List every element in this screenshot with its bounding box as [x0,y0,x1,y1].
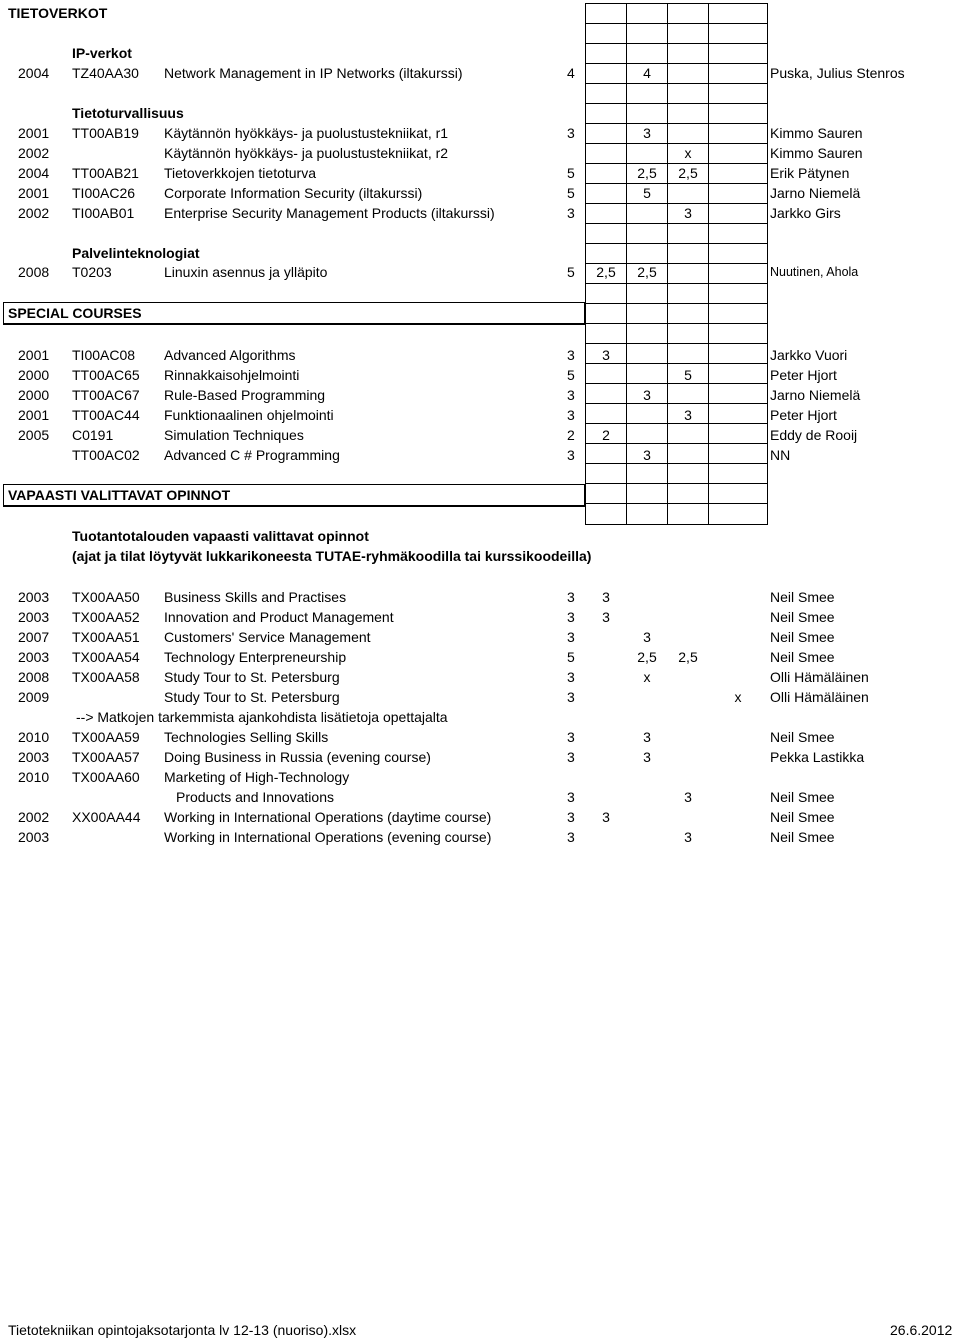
grid-hline [585,183,768,184]
course-year: 2003 [18,829,50,845]
course-teacher: Pekka Lastikka [770,749,865,765]
grid-vline [767,3,768,525]
special-courses-box [3,302,586,325]
grid-hline [585,283,768,284]
period-p3-cell: 3 [684,789,692,805]
period-p2-cell: x [643,669,651,685]
course-name: Innovation and Product Management [164,609,394,625]
course-year: 2005 [18,427,50,443]
period-p2-cell: 3 [643,387,651,403]
course-code: TX00AA54 [72,649,140,665]
course-code: T0203 [72,264,112,280]
course-name: Corporate Information Security (iltakurssi) [164,185,423,201]
period-p1-cell: 2 [602,427,610,443]
course-code: TI00AC08 [72,347,136,363]
grid-hline [585,3,768,4]
course-name: Study Tour to St. Petersburg [164,689,340,705]
course-year: 2000 [18,387,50,403]
period-p2-cell: 5 [643,185,651,201]
course-teacher: Jarkko Vuori [770,347,848,363]
vapaasti-heading: Tuotantotalouden vapaasti valittavat opinnot [72,528,369,544]
course-teacher: Olli Hämäläinen [770,689,869,705]
course-teacher: Jarno Niemelä [770,387,861,403]
course-year: 2003 [18,749,50,765]
section-heading: Palvelinteknologiat [72,245,200,261]
grid-vline [667,3,668,525]
course-year: 2003 [18,649,50,665]
period-p1-cell: 3 [602,609,610,625]
course-credits: 4 [567,65,575,81]
course-credits: 3 [567,609,575,625]
grid-hline [585,143,768,144]
period-p3-cell: 3 [684,205,692,221]
course-teacher: Neil Smee [770,789,835,805]
period-p2-cell: 2,5 [637,264,657,280]
course-year: 2004 [18,65,50,81]
period-p1-cell: 3 [602,347,610,363]
course-code: TT00AB21 [72,165,139,181]
course-year: 2001 [18,407,50,423]
course-teacher: Jarkko Girs [770,205,841,221]
course-credits: 3 [567,589,575,605]
grid-hline [585,403,768,404]
course-teacher: NN [770,447,791,463]
period-p2-cell: 3 [643,729,651,745]
course-name: Working in International Operations (evening course) [164,829,492,845]
course-year: 2007 [18,629,50,645]
grid-hline [585,383,768,384]
course-year: 2002 [18,809,50,825]
grid-hline [585,463,768,464]
course-code: TX00AA58 [72,669,140,685]
grid-hline [585,503,768,504]
course-year: 2010 [18,769,50,785]
course-name: Advanced C # Programming [164,447,340,463]
course-name: Linuxin asennus ja ylläpito [164,264,328,280]
course-name: Funktionaalinen ohjelmointi [164,407,334,423]
course-credits: 3 [567,789,575,805]
course-teacher: Neil Smee [770,609,835,625]
course-year: 2003 [18,609,50,625]
course-teacher: Kimmo Sauren [770,145,863,161]
course-code: C0191 [72,427,114,443]
course-code: TX00AA51 [72,629,140,645]
course-teacher: Neil Smee [770,649,835,665]
course-code: TT00AC67 [72,387,140,403]
course-credits: 2 [567,427,575,443]
grid-hline [585,103,768,104]
period-p2-cell: 3 [643,125,651,141]
period-p4-cell: x [734,689,742,705]
period-p2-cell: 3 [643,629,651,645]
course-name: Enterprise Security Management Products (iltakurssi) [164,205,495,221]
period-p2-cell: 2,5 [637,165,657,181]
course-code: XX00AA44 [72,809,141,825]
grid-hline [585,203,768,204]
grid-hline [585,243,768,244]
course-name: Käytännön hyökkäys- ja puolustustekniikat, r1 [164,125,449,141]
course-credits: 3 [567,629,575,645]
course-credits: 3 [567,749,575,765]
course-teacher: Eddy de Rooij [770,427,858,443]
course-name: Products and Innovations [176,789,334,805]
grid-hline [585,83,768,84]
course-code: TI00AC26 [72,185,136,201]
grid-hline [585,223,768,224]
period-p1-cell: 3 [602,589,610,605]
course-teacher: Peter Hjort [770,367,837,383]
course-credits: 5 [567,649,575,665]
course-name: Advanced Algorithms [164,347,296,363]
course-teacher: Peter Hjort [770,407,837,423]
grid-hline [585,343,768,344]
grid-hline [585,363,768,364]
footer-date: 26.6.2012 [890,1322,953,1338]
course-year: 2004 [18,165,50,181]
course-teacher: Erik Pätynen [770,165,850,181]
course-teacher: Kimmo Sauren [770,125,863,141]
period-p1-cell: 3 [602,809,610,825]
course-teacher: Neil Smee [770,589,835,605]
period-p3-cell: 3 [684,829,692,845]
section-heading: Tietoturvallisuus [72,105,184,121]
course-credits: 5 [567,185,575,201]
grid-vline [708,3,709,525]
course-credits: 5 [567,264,575,280]
course-code: TX00AA50 [72,589,140,605]
course-name: Tietoverkkojen tietoturva [164,165,316,181]
grid-hline [585,63,768,64]
course-name: Customers' Service Management [164,629,371,645]
period-p3-cell: x [684,145,692,161]
course-credits: 3 [567,387,575,403]
vapaasti-box [3,484,586,507]
course-code: TI00AB01 [72,205,135,221]
course-name: Rule-Based Programming [164,387,326,403]
course-teacher: Jarno Niemelä [770,185,861,201]
course-credits: 5 [567,165,575,181]
grid-hline [585,163,768,164]
course-code: TT00AC44 [72,407,140,423]
course-credits: 3 [567,729,575,745]
course-year: 2002 [18,145,50,161]
course-teacher: Neil Smee [770,729,835,745]
course-year: 2010 [18,729,50,745]
course-name: Käytännön hyökkäys- ja puolustustekniikat, r2 [164,145,449,161]
grid-hline [585,23,768,24]
course-code: TX00AA60 [72,769,140,785]
course-credits: 5 [567,367,575,383]
period-p3-cell: 3 [684,407,692,423]
course-year: 2009 [18,689,50,705]
course-name: Rinnakkaisohjelmointi [164,367,300,383]
course-year: 2008 [18,669,50,685]
period-p2-cell: 3 [643,447,651,463]
course-credits: 3 [567,347,575,363]
course-year: 2008 [18,264,50,280]
course-code: TT00AB19 [72,125,139,141]
period-p3-cell: 2,5 [678,165,698,181]
course-year: 2002 [18,205,50,221]
course-code: TX00AA57 [72,749,140,765]
grid-hline [585,423,768,424]
course-name: Simulation Techniques [164,427,304,443]
note-text: --> Matkojen tarkemmista ajankohdista lisätietoja opettajalta [76,709,448,725]
course-name: Study Tour to St. Petersburg [164,669,340,685]
course-name: Business Skills and Practises [164,589,347,605]
course-credits: 3 [567,125,575,141]
course-code: TX00AA59 [72,729,140,745]
course-name: Network Management in IP Networks (iltakurssi) [164,65,463,81]
footer-filename: Tietotekniikan opintojaksotarjonta lv 12-13 (nuoriso).xlsx [8,1322,357,1338]
course-credits: 3 [567,689,575,705]
grid-hline [585,483,768,484]
course-year: 2003 [18,589,50,605]
period-p2-cell: 2,5 [637,649,657,665]
course-teacher: Neil Smee [770,629,835,645]
period-p3-cell: 5 [684,367,692,383]
page-title: TIETOVERKOT [8,5,108,21]
course-name: Doing Business in Russia (evening course) [164,749,431,765]
grid-hline [585,123,768,124]
vapaasti-subheading: (ajat ja tilat löytyvät lukkarikoneesta TUTAE-ryhmäkoodilla tai kurssikoodeilla) [72,548,592,564]
course-code: TX00AA52 [72,609,140,625]
course-credits: 3 [567,447,575,463]
course-name: Marketing of High-Technology [164,769,350,785]
period-p2-cell: 3 [643,749,651,765]
course-teacher: Nuutinen, Ahola [770,265,859,279]
course-credits: 3 [567,407,575,423]
course-name: Technology Enterpreneurship [164,649,347,665]
course-code: TZ40AA30 [72,65,139,81]
grid-hline [585,43,768,44]
course-code: TT00AC02 [72,447,140,463]
grid-hline [585,443,768,444]
special-courses-label: SPECIAL COURSES [8,305,142,321]
course-credits: 3 [567,809,575,825]
course-teacher: Puska, Julius Stenros [770,65,905,81]
course-year: 2001 [18,185,50,201]
course-credits: 3 [567,829,575,845]
course-code: TT00AC65 [72,367,140,383]
vapaasti-label: VAPAASTI VALITTAVAT OPINNOT [8,487,231,503]
course-teacher: Neil Smee [770,829,835,845]
course-credits: 3 [567,669,575,685]
course-credits: 3 [567,205,575,221]
course-name: Working in International Operations (daytime course) [164,809,492,825]
course-year: 2001 [18,347,50,363]
course-name: Technologies Selling Skills [164,729,329,745]
period-p1-cell: 2,5 [596,264,616,280]
period-p2-cell: 4 [643,65,651,81]
course-teacher: Olli Hämäläinen [770,669,869,685]
section-heading: IP-verkot [72,45,132,61]
grid-hline [585,303,768,304]
course-year: 2000 [18,367,50,383]
grid-hline [585,524,768,525]
period-p3-cell: 2,5 [678,649,698,665]
grid-hline [585,323,768,324]
course-teacher: Neil Smee [770,809,835,825]
course-year: 2001 [18,125,50,141]
